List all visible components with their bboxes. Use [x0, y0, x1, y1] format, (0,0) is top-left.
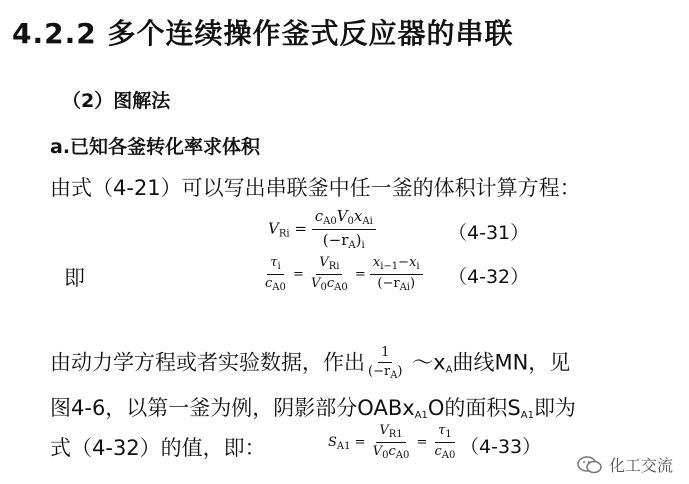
equation-number-4-32: （4-32） [448, 266, 530, 288]
paragraph-line-3: 式（4-32）的值，即： [50, 436, 266, 460]
equation-number-4-31: （4-31） [448, 222, 530, 244]
paragraph-line-1: 由动力学方程或者实验数据，作出 $\frac{1}{(-r_A)}$ $\sim x_A$曲线MN，见 [50, 345, 571, 382]
watermark-text: 化工交流 [608, 456, 673, 475]
page-title: 4.2.2 多个连续操作釜式反应器的串联 [12, 17, 514, 50]
subsection-heading: a.已知各釜转化率求体积 [50, 136, 261, 158]
section-heading: （2）图解法 [62, 90, 171, 112]
equation-number-4-33: （4-33） [460, 436, 542, 458]
watermark [577, 453, 673, 476]
equation-4-32: $\frac{\tau_i}{c_{A0}}$ = $\frac{V_{Ri}}{V_0c_{A0}}$ = $\frac{x_{i-1}-x_i}{(-r_{Ai})}$ [262, 256, 423, 293]
intro-text: 由式（4-21）可以写出串联釜中任一釜的体积计算方程： [50, 176, 581, 200]
equation-4-33: $S_{A1}$ = $\frac{V_{R1}}{V_0c_{A0}}$ = $\frac{\tau_1}{c_{A0}}$ [328, 423, 456, 461]
ji-label: 即 [64, 266, 85, 290]
wechat-icon [577, 456, 603, 474]
equation-4-31: $V_{Ri}$ = $\frac{c_{A0}V_0x_{Ai}}{(-r_A)_i}$ [268, 208, 376, 251]
paragraph-line-2: 图4-6，以第一釜为例，阴影部分OABx$_{A1}$O的面积$S_{A1}$即为 [50, 396, 576, 421]
